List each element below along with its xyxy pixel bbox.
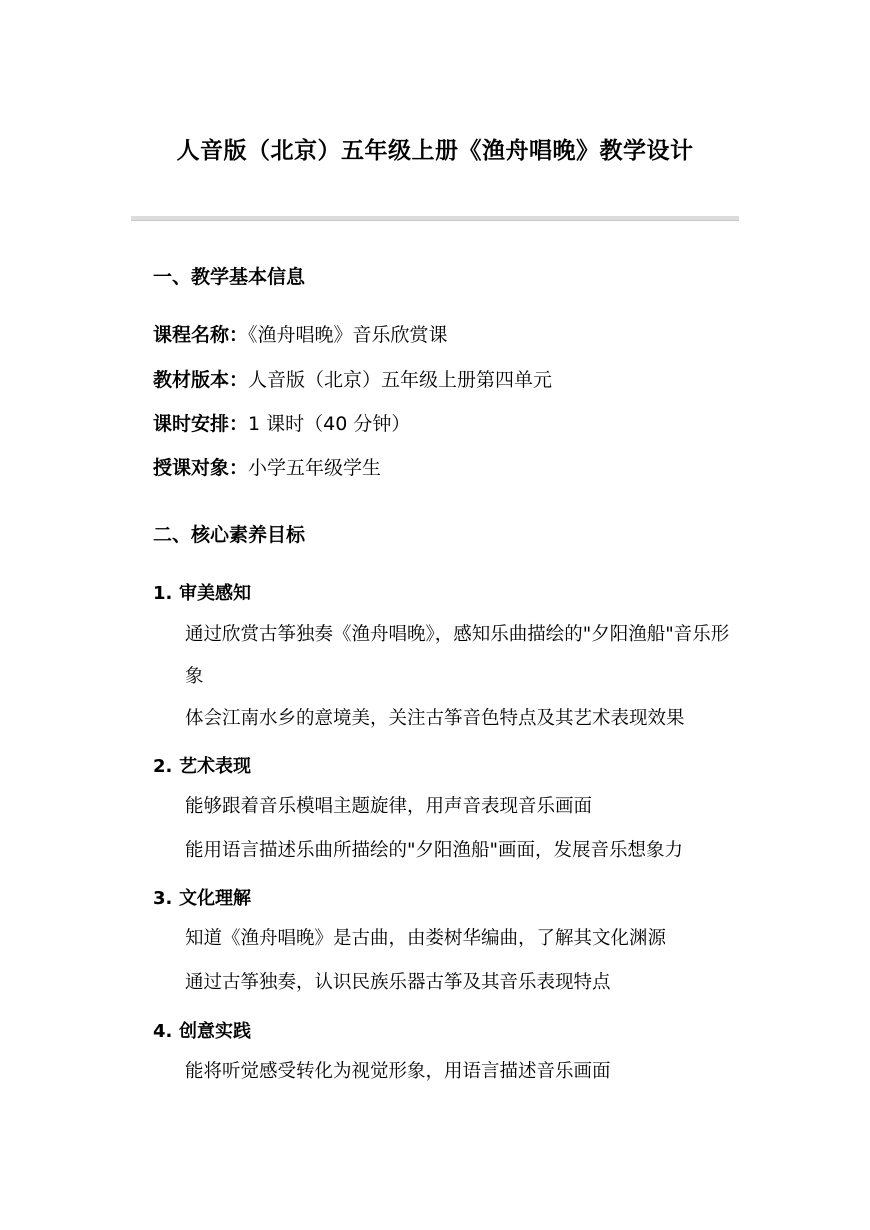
info-course-name	[153, 320, 448, 347]
goal-title: 文化理解	[179, 888, 251, 909]
goal-number: 1.	[153, 583, 173, 604]
goal-title: 艺术表现	[179, 756, 251, 777]
goal-number: 3.	[153, 888, 173, 909]
info-label: 课时安排：	[153, 413, 249, 435]
info-value: 《渔舟唱晚》音乐欣赏课	[248, 324, 448, 346]
info-textbook-edition	[153, 365, 552, 392]
goal-title: 审美感知	[179, 583, 251, 604]
info-value: 人音版（北京）五年级上册第四单元	[248, 369, 553, 391]
info-target-students	[153, 453, 381, 480]
section-heading-basic-info: 一、教学基本信息	[153, 266, 306, 288]
goal-heading-artistic	[153, 752, 251, 778]
goal-point: 通过欣赏古筝独奏《渔舟唱晚》，感知乐曲描绘的"夕阳渔船"音乐形象	[185, 624, 730, 687]
goal-point: 体会江南水乡的意境美，关注古筝音色特点及其艺术表现效果	[185, 708, 685, 729]
info-class-hours	[153, 409, 410, 436]
goal-point: 通过古筝独奏，认识民族乐器古筝及其音乐表现特点	[185, 972, 611, 993]
info-label: 授课对象：	[153, 457, 249, 479]
goal-number: 4.	[153, 1021, 173, 1042]
info-value: 1 课时（40 分钟）	[248, 413, 411, 435]
goal-heading-aesthetic	[153, 579, 251, 605]
info-value: 小学五年级学生	[248, 457, 382, 479]
goal-point: 能用语言描述乐曲所描绘的"夕阳渔船"画面，发展音乐想象力	[185, 840, 684, 861]
section-heading-core-goals: 二、核心素养目标	[153, 524, 306, 546]
goal-title: 创意实践	[179, 1021, 251, 1042]
info-label: 教材版本：	[153, 369, 249, 391]
goal-number: 2.	[153, 756, 173, 777]
goal-heading-creative	[153, 1017, 251, 1043]
goal-heading-culture	[153, 884, 251, 910]
page-title: 人音版（北京）五年级上册《渔舟唱晚》教学设计	[176, 138, 694, 164]
info-label: 课程名称：	[153, 324, 249, 346]
goal-point: 能够跟着音乐模唱主题旋律，用声音表现音乐画面	[185, 796, 593, 817]
goal-point: 知道《渔舟唱晚》是古曲，由娄树华编曲，了解其文化渊源	[185, 928, 667, 949]
goal-point: 能将听觉感受转化为视觉形象，用语言描述音乐画面	[185, 1061, 611, 1082]
title-divider	[131, 216, 739, 221]
